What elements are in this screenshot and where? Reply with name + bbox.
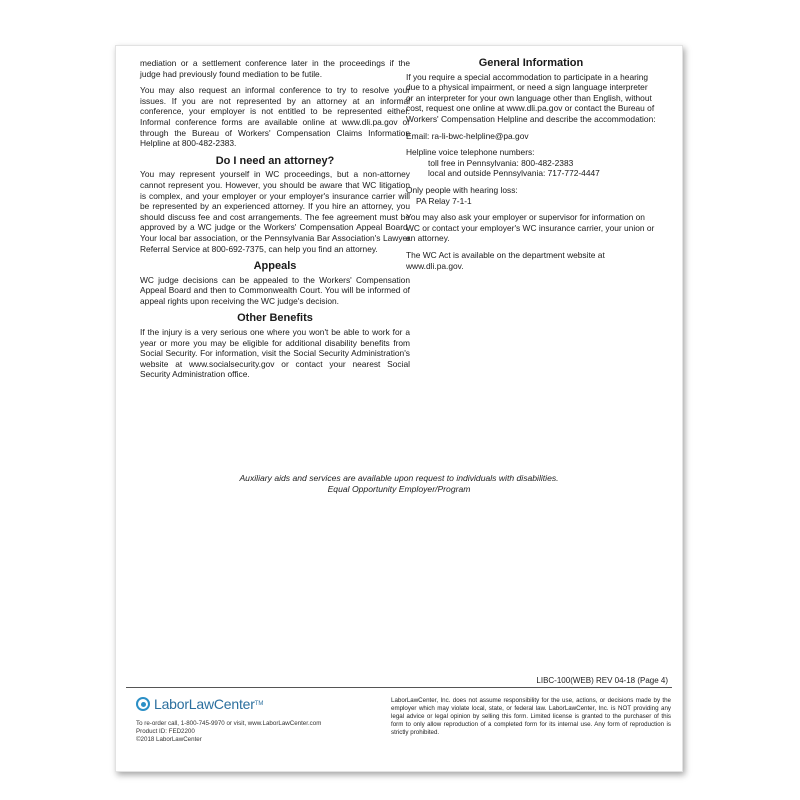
logo-circle-icon [136,697,150,711]
appeals-paragraph: WC judge decisions can be appealed to the Workers' Compensation Appeal Board and then to Commonwealth Court. You will be informed of appeal rights upon receiving the WC judge's decision. [140,274,410,306]
pa-relay: PA Relay 7-1-1 [416,195,472,206]
document-page [115,45,683,772]
form-id: LIBC-100(WEB) REV 04-18 (Page 4) [536,676,668,685]
employer-paragraph: You may also ask your employer or supervisor for information on WC or contact your employer's WC insurance carrier, your union or an attorney. [406,212,655,244]
wc-act-paragraph: The WC Act is available on the department website at www.dli.pa.gov. [406,249,605,271]
attorney-heading: Do I need an attorney? [215,154,335,167]
footer-divider [126,687,672,688]
other-benefits-heading: Other Benefits [237,312,313,325]
informal-conference-paragraph: You may also request an informal conference to try to resolve your issues. If you are not represented by an attorney at an informal conference, your employer is not entitled to be represented either. Informal conference forms are available online at www.dli.pa.gov or through the Bureau of Workers' Compensation Claims Information Helpline at 800-482-2383. [140,85,410,149]
accessibility-footnote [116,473,682,494]
logo-text: LaborLawCenter [154,696,255,712]
reorder-line: To re-order call, 1-800-745-9970 or visit, www.LaborLawCenter.com [136,720,322,727]
hearing-loss-label: Only people with hearing loss: [406,184,518,195]
mediation-paragraph: mediation or a settlement conference later in the proceedings if the judge had previously found mediation to be futile. [140,58,410,79]
helpline-label: Helpline voice telephone numbers: [406,147,535,158]
general-information-heading: General Information [478,57,584,69]
reorder-info [136,720,321,744]
other-benefits-paragraph: If the injury is a very serious one where you won't be able to work for a year or more you may be eligible for additional disability benefits from Social Security. For information, visit the Social Security Administration's website at www.socialsecurity.gov or contact your nearest Social Security Administration office. [140,327,410,380]
legal-disclaimer: LaborLawCenter, Inc. does not assume responsibility for the use, actions, or decisions made by the employer which may violate local, state, or federal law. LaborLawCenter, Inc. is NOT providing any legal advice or legal opinion by selling this form. Limited license is granted to the purchaser of this form to only allow reproduction of a completed form for its internal use. Any form of reproduction is strictly prohibited. [391,697,671,736]
laborlawcenter-logo [136,696,263,712]
attorney-paragraph: You may represent yourself in WC proceedings, but a non-attorney cannot represent you. However, you should be aware that WC litigation is complex, and your employer or your employer's insurance carrier will be represented by an experienced attorney. If you hire an attorney, you should discuss fee and cost arrangements. The fee agreement must be approved by a WC judge or the Workers' Compensation Appeal Board. Your local bar association, or the Pennsylvania Bar Association's Lawyer Referral Service at 800-692-7375, can help you find an attorney. [140,169,410,254]
accommodation-paragraph: If you require a special accommodation to participate in a hearing due to a physical impairment, or need a sign language interpreter or an interpreter for your own language other than English, without cost, request one online at www.dli.pa.gov or contact the Bureau of Workers' Compensation Helpline and describe the accommodation: [406,71,656,124]
helpline-out: local and outside Pennsylvania: 717-772-4447 [428,168,600,179]
logo-trademark: TM [254,701,264,707]
product-id: Product ID: FED2200 [136,728,195,735]
copyright: ©2018 LaborLawCenter [136,736,202,743]
left-column [140,58,410,386]
equal-opportunity-line: Equal Opportunity Employer/Program [327,483,471,494]
auxiliary-aids-line: Auxiliary aids and services are available upon request to individuals with disabilities. [239,473,559,483]
helpline-pa: toll free in Pennsylvania: 800-482-2383 [428,157,574,168]
right-column [406,58,656,277]
appeals-heading: Appeals [253,260,297,273]
email-line: Email: ra-li-bwc-helpline@pa.gov [406,130,529,141]
